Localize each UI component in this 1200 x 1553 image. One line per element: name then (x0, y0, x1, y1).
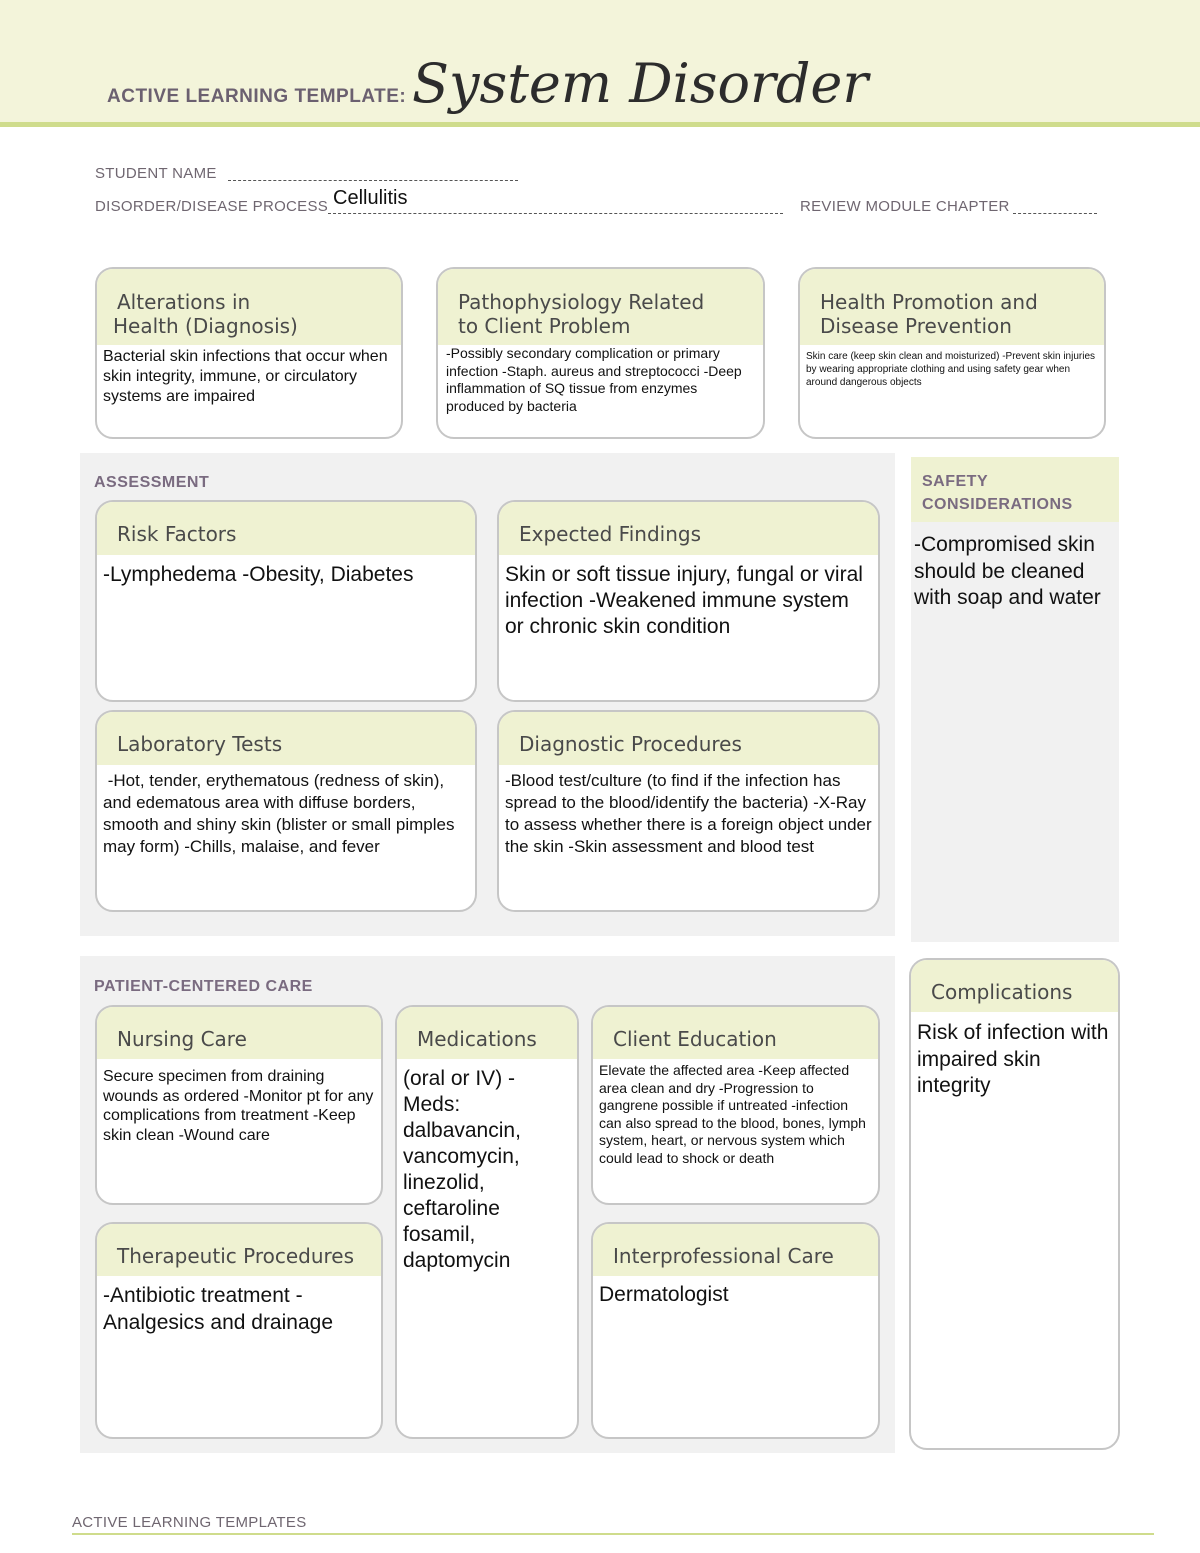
safety-body-panel (911, 522, 1119, 942)
diagnostic-procedures-card (497, 710, 880, 912)
patient-centered-care-label: PATIENT-CENTERED CARE (94, 978, 313, 995)
review-module-field[interactable] (1013, 213, 1097, 214)
diagnostic-procedures-body: -Blood test/culture (to find if the infection has spread to the blood/identify the bacteria) -X-Ray to assess whether there is a foreign object under the skin -Skin assessment and blood test (505, 771, 872, 856)
pathophysiology-card (436, 267, 765, 439)
medications-card (395, 1005, 579, 1439)
health-promotion-title-line1: Health Promotion and (820, 290, 1038, 314)
alterations-title-line2: Health (Diagnosis) (113, 314, 298, 338)
pathophysiology-title-line2: to Client Problem (458, 314, 631, 338)
disorder-field-line[interactable] (328, 213, 783, 214)
medications-body: (oral or IV) -Meds: dalbavancin, vancomycin, linezolid, ceftaroline fosamil, daptomycin (403, 1067, 521, 1272)
assessment-label: ASSESSMENT (94, 474, 210, 491)
risk-factors-title: Risk Factors (117, 522, 237, 546)
expected-findings-title: Expected Findings (519, 522, 701, 546)
nursing-care-title: Nursing Care (117, 1027, 247, 1051)
disorder-value[interactable]: Cellulitis (333, 187, 408, 209)
laboratory-tests-title: Laboratory Tests (117, 732, 283, 756)
diagnostic-procedures-title: Diagnostic Procedures (519, 732, 742, 756)
interprofessional-care-card (591, 1222, 880, 1439)
risk-factors-body: -Lymphedema -Obesity, Diabetes (103, 563, 414, 586)
pathophysiology-title-line1: Pathophysiology Related (458, 290, 705, 314)
template-label: ACTIVE LEARNING TEMPLATE: (107, 86, 407, 107)
expected-findings-card (497, 500, 880, 702)
pathophysiology-body: -Possibly secondary complication or primary infection -Staph. aureus and streptococci -Deep inflammation of SQ tissue from enzymes produced by bacteria (446, 345, 742, 414)
safety-body: -Compromised skin should be cleaned with soap and water (914, 533, 1101, 609)
complications-title: Complications (931, 980, 1073, 1004)
complications-card (909, 958, 1120, 1450)
nursing-care-card (95, 1005, 383, 1205)
header-rule (0, 122, 1200, 127)
nursing-care-body: Secure specimen from draining wounds as ordered -Monitor pt for any complications from treatment -Keep skin clean -Wound care (103, 1068, 374, 1144)
expected-findings-body: Skin or soft tissue injury, fungal or viral infection -Weakened immune system or chronic skin condition (505, 563, 863, 638)
laboratory-tests-body: -Hot, tender, erythematous (redness of skin), and edematous area with diffuse borders, smooth and shiny skin (blister or small pimples may form) -Chills, malaise, and fever (103, 771, 460, 856)
therapeutic-procedures-card (95, 1222, 383, 1439)
student-name-label: STUDENT NAME (95, 165, 217, 182)
therapeutic-procedures-body: -Antibiotic treatment -Analgesics and drainage (103, 1284, 333, 1334)
alterations-title-line1: Alterations in (117, 290, 251, 314)
template-title: System Disorder (412, 52, 869, 115)
laboratory-tests-card (95, 710, 477, 912)
safety-header (911, 457, 1119, 522)
review-module-label: REVIEW MODULE CHAPTER (800, 198, 1010, 215)
client-education-card (591, 1005, 880, 1205)
student-name-field[interactable] (228, 180, 518, 181)
footer-text: ACTIVE LEARNING TEMPLATES (72, 1514, 307, 1531)
alterations-card (95, 267, 403, 439)
therapeutic-procedures-title: Therapeutic Procedures (117, 1244, 355, 1268)
safety-label-line2: CONSIDERATIONS (922, 496, 1073, 513)
interprofessional-care-body: Dermatologist (599, 1283, 729, 1306)
risk-factors-card (95, 500, 477, 702)
medications-title: Medications (417, 1027, 537, 1051)
complications-body: Risk of infection with impaired skin integrity (917, 1021, 1109, 1097)
footer-rule (72, 1533, 1154, 1535)
alterations-body: Bacterial skin infections that occur when skin integrity, immune, or circulatory systems are impaired (103, 348, 388, 405)
disorder-label: DISORDER/DISEASE PROCESS (95, 198, 329, 215)
client-education-body: Elevate the affected area -Keep affected area clean and dry -Progression to gangrene possible if untreated -infection can also spread to the blood, bones, lymph system, heart, or nervous system which could lead to shock or death (599, 1062, 866, 1166)
interprofessional-care-title: Interprofessional Care (613, 1244, 834, 1268)
health-promotion-title-line2: Disease Prevention (820, 314, 1012, 338)
client-education-title: Client Education (613, 1027, 777, 1051)
health-promotion-body: Skin care (keep skin clean and moisturized) -Prevent skin injuries by wearing appropriate clothing and using safety gear when around dangerous objects (806, 351, 1096, 388)
safety-label-line1: SAFETY (922, 473, 989, 490)
health-promotion-card (798, 267, 1106, 439)
